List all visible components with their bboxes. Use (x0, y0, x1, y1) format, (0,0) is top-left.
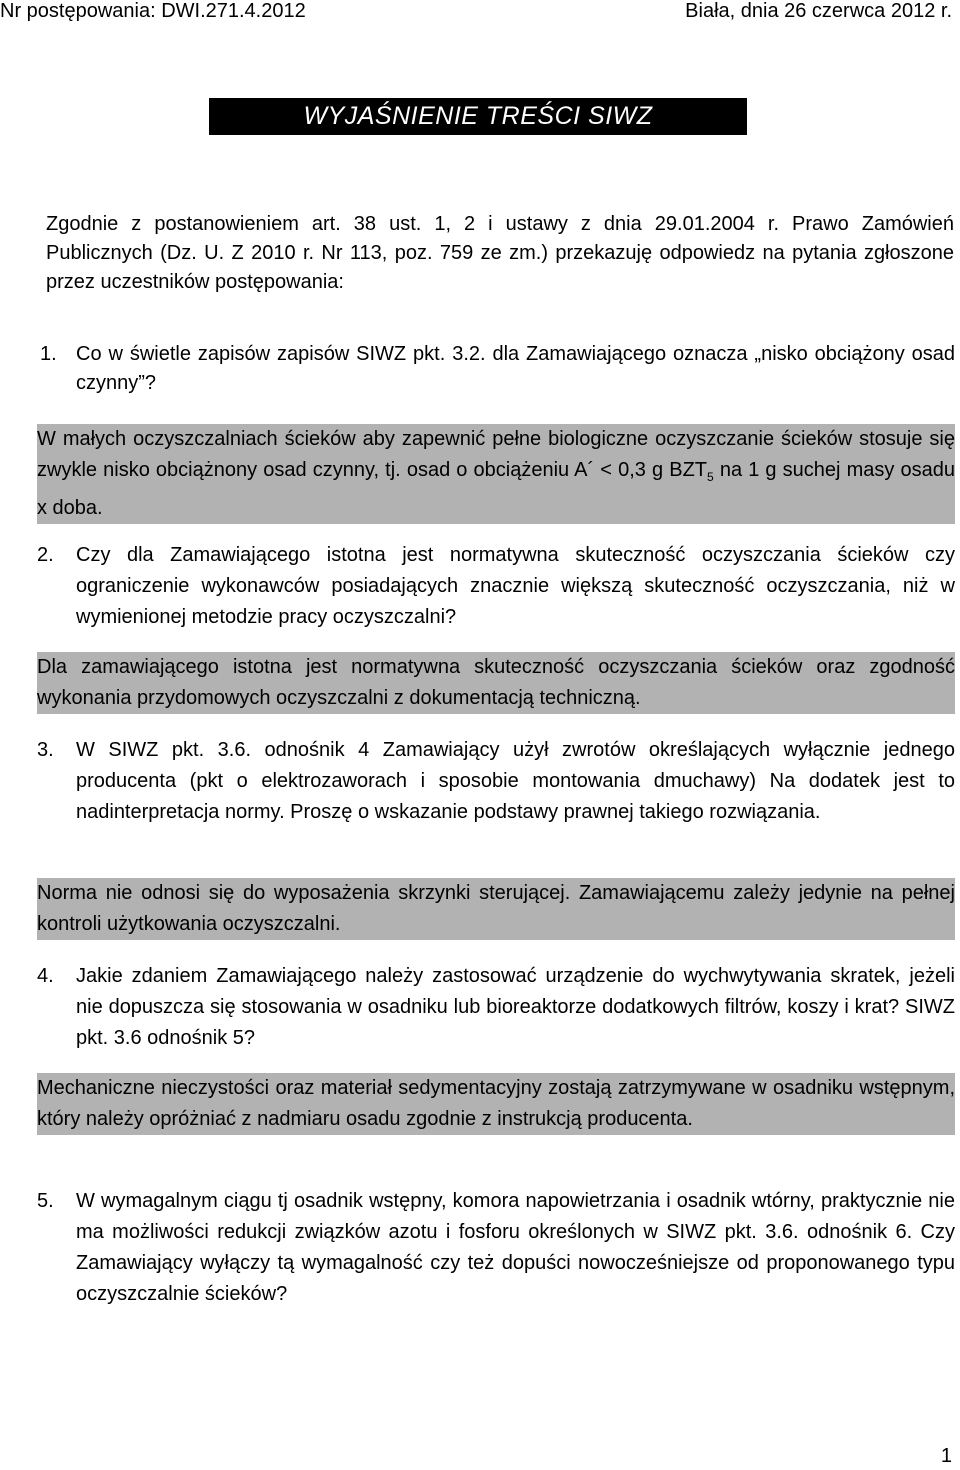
answer-text-end: na 1 g suchej masy osadu x doba. (37, 459, 955, 519)
page-header (0, 0, 960, 26)
question-1 (40, 340, 955, 398)
document-title: WYJAŚNIENIE TREŚCI SIWZ (209, 98, 747, 135)
question-text: W SIWZ pkt. 3.6. odnośnik 4 Zamawiający użył zwrotów określających wyłącznie jednego producenta (pkt o elektrozaworach i sposobie montowania dmuchawy) Na dodatek jest to nadinterpretacja normy. Proszę o wskazanie podstawy prawnej takiego rozwiązania. (76, 739, 955, 823)
answer-2: Dla zamawiającego istotna jest normatywna skuteczność oczyszczania ścieków oraz zgodność wykonania przydomowych oczyszczalni z dokumentacją techniczną. (37, 652, 955, 714)
question-3 (37, 735, 955, 828)
question-number: 4. (37, 965, 54, 987)
question-number: 3. (37, 739, 54, 761)
answer-1 (37, 424, 955, 524)
question-text: W wymagalnym ciągu tj osadnik wstępny, komora napowietrzania i osadnik wtórny, praktycznie nie ma możliwości redukcji związków azotu i fosforu określonych w SIWZ pkt. 3.6. odnośnik 6. Czy Zamawiający wyłączy tą wymagalność czy też dopuści nowocześniejsze od proponowanego typu oczyszczalnie ścieków? (76, 1190, 955, 1305)
question-number: 5. (37, 1190, 54, 1212)
question-text: Co w świetle zapisów zapisów SIWZ pkt. 3.2. dla Zamawiającego oznacza „nisko obciążony osad czynny”? (76, 343, 955, 394)
question-number: 2. (37, 544, 54, 566)
case-number: Nr postępowania: DWI.271.4.2012 (0, 0, 306, 22)
answer-4: Mechaniczne nieczystości oraz materiał sedymentacyjny zostają zatrzymywane w osadniku wstępnym, który należy opróżniać z nadmiaru osadu zgodnie z instrukcją producenta. (37, 1073, 955, 1135)
question-number: 1. (40, 343, 57, 365)
question-text: Czy dla Zamawiającego istotna jest normatywna skuteczność oczyszczania ścieków czy ograniczenie wykonawców posiadających znacznie większą skuteczność oczyszczania, niż w wymienionej metodzie pracy oczyszczalni? (76, 544, 955, 628)
page-number: 1 (940, 1445, 952, 1467)
place-and-date: Biała, dnia 26 czerwca 2012 r. (685, 0, 952, 22)
question-4 (37, 961, 955, 1054)
answer-3: Norma nie odnosi się do wyposażenia skrzynki sterującej. Zamawiającemu zależy jedynie na pełnej kontroli użytkowania oczyszczalni. (37, 878, 955, 940)
question-5 (37, 1186, 955, 1310)
answer-subscript: 5 (707, 470, 714, 484)
intro-paragraph: Zgodnie z postanowieniem art. 38 ust. 1, 2 i ustawy z dnia 29.01.2004 r. Prawo Zamówień Publicznych (Dz. U. Z 2010 r. Nr 113, poz. 759 ze zm.) przekazuję odpowiedz na pytania zgłoszone przez uczestników postępowania: (46, 213, 954, 293)
question-text: Jakie zdaniem Zamawiającego należy zastosować urządzenie do wychwytywania skratek, jeżeli nie dopuszcza się stosowania w osadniku lub bioreaktorze dodatkowych filtrów, koszy i krat? SIWZ pkt. 3.6 odnośnik 5? (76, 965, 955, 1049)
question-2 (37, 540, 955, 633)
answer-text: W małych oczyszczalniach ścieków aby zapewnić pełne biologiczne oczyszczanie ścieków stosuje się zwykle nisko obciążnony osad czynny, tj. osad o obciążeniu A´ < 0,3 g BZT (37, 428, 955, 481)
